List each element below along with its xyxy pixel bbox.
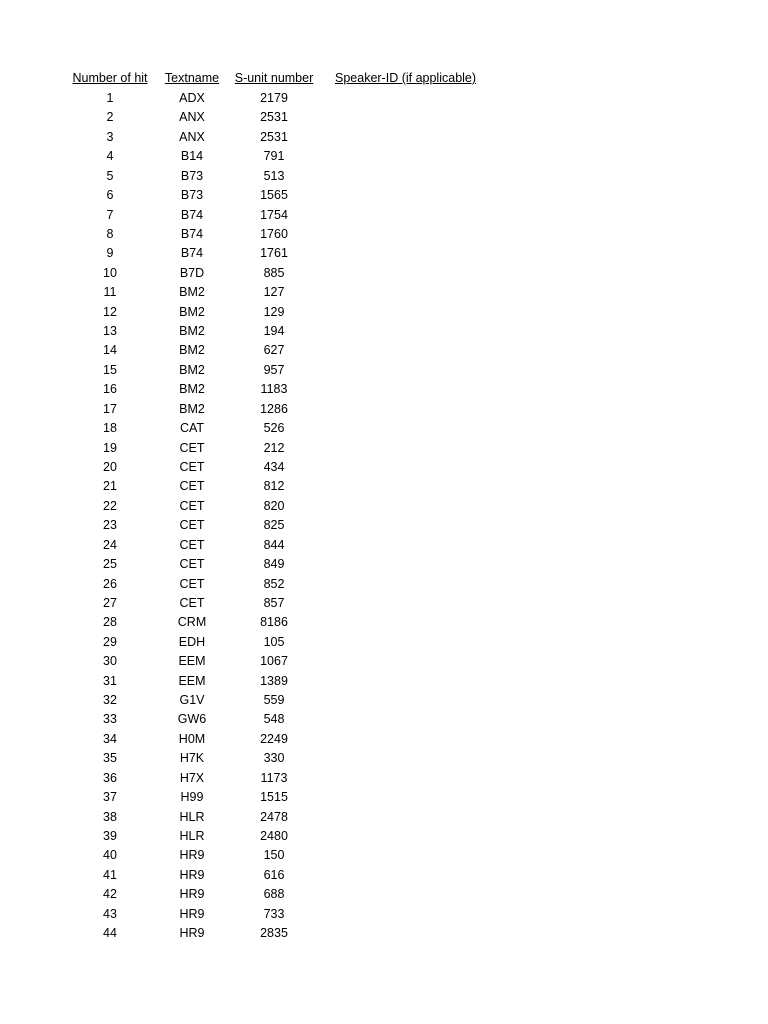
hit-number-cell: 14 — [103, 343, 117, 358]
speaker-id-cell — [335, 749, 535, 768]
hit-number-cell: 30 — [103, 654, 117, 669]
table-row — [0, 769, 768, 788]
s-unit-number-cell: 688 — [263, 887, 285, 902]
s-unit-number-cell: 852 — [263, 576, 285, 591]
speaker-id-cell — [335, 613, 535, 632]
textname-cell: HLR — [179, 809, 205, 824]
table-row — [0, 400, 768, 419]
header-number-of-hit: Number of hit — [72, 71, 148, 85]
hit-number-cell: 15 — [103, 362, 117, 377]
s-unit-number-cell: 2531 — [260, 110, 288, 125]
hit-number-cell: 1 — [106, 91, 114, 105]
s-unit-number-cell: 2531 — [260, 129, 288, 144]
table-row — [0, 128, 768, 147]
hit-number-cell: 43 — [103, 906, 117, 921]
table-row — [0, 303, 768, 322]
s-unit-number-cell: 857 — [263, 595, 285, 610]
header-speaker-id: Speaker-ID (if applicable) — [335, 71, 477, 85]
table-row — [0, 458, 768, 477]
table-row — [0, 477, 768, 496]
s-unit-number-cell: 2249 — [260, 731, 288, 746]
textname-cell: B74 — [180, 226, 204, 241]
table-row — [0, 380, 768, 399]
table-row — [0, 846, 768, 865]
hit-number-cell: 35 — [103, 751, 117, 766]
s-unit-number-cell: 885 — [263, 265, 285, 280]
speaker-id-cell — [335, 361, 535, 380]
textname-cell: BM2 — [179, 285, 205, 300]
table-row — [0, 244, 768, 263]
textname-cell: H7K — [179, 751, 205, 766]
s-unit-number-cell: 616 — [263, 867, 285, 882]
table-row — [0, 866, 768, 885]
textname-cell: CET — [179, 557, 205, 572]
textname-cell: ANX — [179, 129, 205, 144]
hit-number-cell: 40 — [103, 848, 117, 863]
s-unit-number-cell: 559 — [263, 693, 285, 708]
hit-number-cell: 21 — [103, 479, 117, 494]
table-row — [0, 594, 768, 613]
s-unit-number-cell: 2480 — [260, 828, 288, 843]
s-unit-number-cell: 194 — [263, 324, 285, 339]
textname-cell: CET — [179, 537, 205, 552]
hit-number-cell: 22 — [103, 498, 117, 513]
table-row — [0, 827, 768, 846]
table-row — [0, 419, 768, 438]
speaker-id-cell — [335, 225, 535, 244]
table-row — [0, 341, 768, 360]
hit-number-cell: 20 — [103, 459, 117, 474]
hit-number-cell: 29 — [103, 634, 117, 649]
speaker-id-cell — [335, 633, 535, 652]
hit-number-cell: 25 — [103, 557, 117, 572]
hit-number-cell: 7 — [106, 207, 114, 222]
s-unit-number-cell: 1760 — [260, 226, 288, 241]
s-unit-number-cell: 957 — [263, 362, 285, 377]
textname-cell: H0M — [178, 731, 206, 746]
s-unit-number-cell: 1761 — [260, 246, 288, 261]
hit-number-cell: 11 — [103, 285, 117, 300]
s-unit-number-cell: 825 — [263, 518, 285, 533]
textname-cell: B14 — [180, 149, 204, 164]
table-row — [0, 322, 768, 341]
textname-cell: BM2 — [179, 324, 205, 339]
table-row — [0, 206, 768, 225]
table-row — [0, 283, 768, 302]
textname-cell: HR9 — [179, 867, 205, 882]
textname-cell: B74 — [180, 246, 204, 261]
table-row — [0, 555, 768, 574]
hit-number-cell: 34 — [103, 731, 117, 746]
hit-number-cell: 2 — [106, 110, 114, 125]
textname-cell: CET — [179, 518, 205, 533]
s-unit-number-cell: 1754 — [260, 207, 288, 222]
s-unit-number-cell: 2478 — [260, 809, 288, 824]
speaker-id-cell — [335, 497, 535, 516]
s-unit-number-cell: 1389 — [260, 673, 288, 688]
speaker-id-cell — [335, 380, 535, 399]
s-unit-number-cell: 548 — [263, 712, 285, 727]
textname-cell: GW6 — [177, 712, 207, 727]
s-unit-number-cell: 330 — [263, 751, 285, 766]
speaker-id-cell — [335, 555, 535, 574]
s-unit-number-cell: 627 — [263, 343, 285, 358]
hit-number-cell: 42 — [103, 887, 117, 902]
table-row — [0, 89, 768, 108]
s-unit-number-cell: 212 — [263, 440, 285, 455]
textname-cell: BM2 — [179, 362, 205, 377]
s-unit-number-cell: 434 — [263, 459, 285, 474]
speaker-id-cell — [335, 419, 535, 438]
textname-cell: HLR — [179, 828, 205, 843]
hit-number-cell: 36 — [103, 770, 117, 785]
table-row — [0, 749, 768, 768]
table-row — [0, 439, 768, 458]
textname-cell: BM2 — [179, 382, 205, 397]
speaker-id-cell — [335, 206, 535, 225]
table-row — [0, 788, 768, 807]
hit-number-cell: 8 — [106, 226, 114, 241]
table-header — [0, 69, 768, 88]
textname-cell: EEM — [178, 654, 206, 669]
s-unit-number-cell: 513 — [263, 168, 285, 183]
hit-number-cell: 28 — [103, 615, 117, 630]
speaker-id-cell — [335, 244, 535, 263]
textname-cell: CET — [179, 479, 205, 494]
s-unit-number-cell: 1565 — [260, 188, 288, 203]
speaker-id-cell — [335, 788, 535, 807]
hit-number-cell: 16 — [103, 382, 117, 397]
speaker-id-cell — [335, 147, 535, 166]
s-unit-number-cell: 1515 — [260, 790, 288, 805]
speaker-id-cell — [335, 458, 535, 477]
hit-number-cell: 17 — [103, 401, 117, 416]
s-unit-number-cell: 8186 — [260, 615, 288, 630]
speaker-id-cell — [335, 303, 535, 322]
textname-cell: HR9 — [179, 926, 205, 941]
speaker-id-cell — [335, 167, 535, 186]
textname-cell: CET — [179, 498, 205, 513]
hit-number-cell: 24 — [103, 537, 117, 552]
textname-cell: HR9 — [179, 887, 205, 902]
speaker-id-cell — [335, 905, 535, 924]
s-unit-number-cell: 733 — [263, 906, 285, 921]
speaker-id-cell — [335, 516, 535, 535]
speaker-id-cell — [335, 341, 535, 360]
speaker-id-cell — [335, 477, 535, 496]
s-unit-number-cell: 1286 — [260, 401, 288, 416]
hit-number-cell: 33 — [103, 712, 117, 727]
hit-number-cell: 27 — [103, 595, 117, 610]
table-row — [0, 808, 768, 827]
speaker-id-cell — [335, 808, 535, 827]
speaker-id-cell — [335, 827, 535, 846]
hit-number-cell: 37 — [103, 790, 117, 805]
hit-number-cell: 39 — [103, 828, 117, 843]
table-row — [0, 225, 768, 244]
speaker-id-cell — [335, 710, 535, 729]
speaker-id-cell — [335, 322, 535, 341]
hit-number-cell: 41 — [103, 867, 117, 882]
s-unit-number-cell: 1067 — [260, 654, 288, 669]
textname-cell: H7X — [179, 770, 205, 785]
hit-number-cell: 18 — [103, 421, 117, 436]
table-row — [0, 905, 768, 924]
textname-cell: BM2 — [179, 343, 205, 358]
s-unit-number-cell: 150 — [263, 848, 285, 863]
s-unit-number-cell: 844 — [263, 537, 285, 552]
hit-number-cell: 38 — [103, 809, 117, 824]
table-row — [0, 536, 768, 555]
textname-cell: B73 — [180, 188, 204, 203]
table-row — [0, 691, 768, 710]
table-row — [0, 108, 768, 127]
s-unit-number-cell: 791 — [263, 149, 285, 164]
table-row — [0, 186, 768, 205]
hit-number-cell: 10 — [103, 265, 117, 280]
textname-cell: CET — [179, 440, 205, 455]
speaker-id-cell — [335, 846, 535, 865]
s-unit-number-cell: 2179 — [260, 91, 288, 105]
textname-cell: B73 — [180, 168, 204, 183]
table-row — [0, 613, 768, 632]
hit-number-cell: 19 — [103, 440, 117, 455]
speaker-id-cell — [335, 866, 535, 885]
hit-number-cell: 23 — [103, 518, 117, 533]
textname-cell: BM2 — [179, 401, 205, 416]
textname-cell: CET — [179, 459, 205, 474]
speaker-id-cell — [335, 128, 535, 147]
textname-cell: B74 — [180, 207, 204, 222]
table-row — [0, 264, 768, 283]
speaker-id-cell — [335, 769, 535, 788]
hit-number-cell: 5 — [106, 168, 114, 183]
textname-cell: HR9 — [179, 848, 205, 863]
table-row — [0, 497, 768, 516]
speaker-id-cell — [335, 536, 535, 555]
speaker-id-cell — [335, 439, 535, 458]
textname-cell: ADX — [179, 91, 205, 105]
textname-cell: CET — [179, 576, 205, 591]
s-unit-number-cell: 1183 — [260, 382, 288, 397]
speaker-id-cell — [335, 283, 535, 302]
table-row — [0, 672, 768, 691]
speaker-id-cell — [335, 89, 535, 108]
table-row — [0, 633, 768, 652]
hit-number-cell: 31 — [103, 673, 117, 688]
table-row — [0, 147, 768, 166]
hit-number-cell: 9 — [106, 246, 114, 261]
s-unit-number-cell: 127 — [263, 285, 285, 300]
table-row — [0, 924, 768, 943]
s-unit-number-cell: 129 — [263, 304, 285, 319]
table-row — [0, 730, 768, 749]
textname-cell: EDH — [178, 634, 206, 649]
s-unit-number-cell: 1173 — [260, 770, 288, 785]
textname-cell: ANX — [179, 110, 205, 125]
speaker-id-cell — [335, 924, 535, 943]
speaker-id-cell — [335, 400, 535, 419]
hit-number-cell: 3 — [106, 129, 114, 144]
table-row — [0, 652, 768, 671]
speaker-id-cell — [335, 264, 535, 283]
header-textname: Textname — [164, 71, 220, 85]
hit-number-cell: 4 — [106, 149, 114, 164]
hit-number-cell: 12 — [103, 304, 117, 319]
s-unit-number-cell: 526 — [263, 421, 285, 436]
speaker-id-cell — [335, 594, 535, 613]
hit-number-cell: 26 — [103, 576, 117, 591]
textname-cell: B7D — [179, 265, 205, 280]
textname-cell: CET — [179, 595, 205, 610]
textname-cell: CRM — [177, 615, 207, 630]
hit-number-cell: 44 — [103, 926, 117, 941]
s-unit-number-cell: 105 — [263, 634, 285, 649]
textname-cell: EEM — [178, 673, 206, 688]
hit-number-cell: 32 — [103, 693, 117, 708]
speaker-id-cell — [335, 186, 535, 205]
table-row — [0, 885, 768, 904]
table-row — [0, 167, 768, 186]
s-unit-number-cell: 849 — [263, 557, 285, 572]
hit-number-cell: 6 — [106, 188, 114, 203]
textname-cell: HR9 — [179, 906, 205, 921]
speaker-id-cell — [335, 691, 535, 710]
table-row — [0, 710, 768, 729]
header-s-unit-number: S-unit number — [234, 71, 314, 85]
s-unit-number-cell: 820 — [263, 498, 285, 513]
textname-cell: CAT — [179, 421, 205, 436]
textname-cell: BM2 — [179, 304, 205, 319]
table-row — [0, 516, 768, 535]
table-row — [0, 361, 768, 380]
speaker-id-cell — [335, 652, 535, 671]
s-unit-number-cell: 812 — [263, 479, 285, 494]
textname-cell: H99 — [180, 790, 204, 805]
speaker-id-cell — [335, 575, 535, 594]
textname-cell: G1V — [179, 693, 205, 708]
speaker-id-cell — [335, 672, 535, 691]
hit-number-cell: 13 — [103, 324, 117, 339]
s-unit-number-cell: 2835 — [260, 926, 288, 941]
speaker-id-cell — [335, 108, 535, 127]
speaker-id-cell — [335, 885, 535, 904]
speaker-id-cell — [335, 730, 535, 749]
table-row — [0, 575, 768, 594]
